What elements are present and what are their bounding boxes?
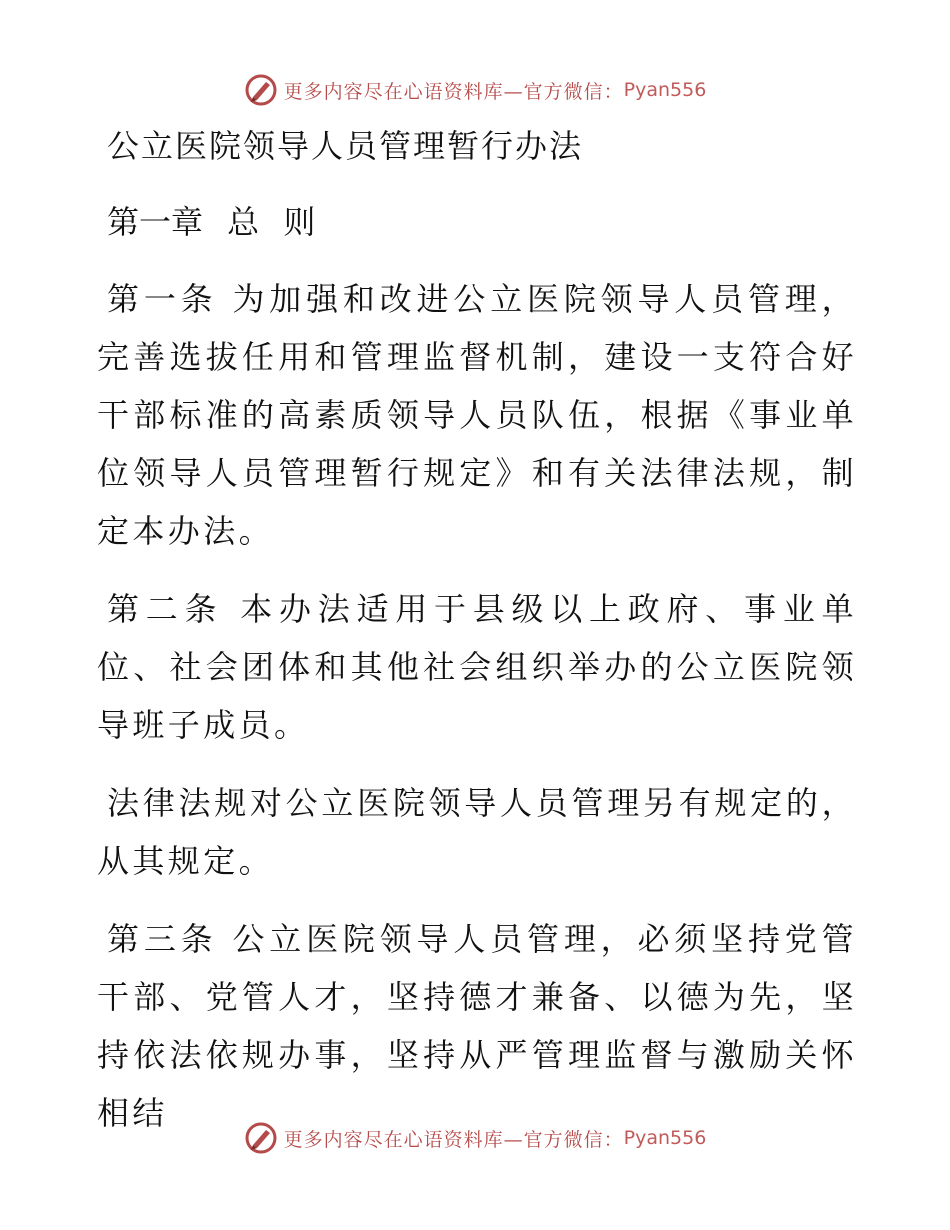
watermark-text: 更多内容尽在心语资料库—官方微信：: [283, 80, 624, 103]
watermark-wechat-id: Pyan556: [623, 79, 707, 101]
article-3: 第三条 公立医院领导人员管理，必须坚持党管干部、党管人才，坚持德才兼备、以德为先，坚持依法依规办事，坚持从严管理监督与激励关怀相结: [97, 920, 857, 1132]
watermark-wechat-id: Pyan556: [623, 1127, 707, 1149]
article-1: 第一条 为加强和改进公立医院领导人员管理，完善选拔任用和管理监督机制，建设一支符合好干部标准的高素质领导人员队伍，根据《事业单位领导人员管理暂行规定》和有关法律法规，制定本办法。: [97, 280, 857, 550]
watermark-footer: [0, 1118, 950, 1158]
document-body: [97, 118, 857, 1162]
article-2: 第二条 本办法适用于县级以上政府、事业单位、社会团体和其他社会组织举办的公立医院领导班子成员。: [97, 590, 857, 744]
article-2-note: 法律法规对公立医院领导人员管理另有规定的，从其规定。: [97, 784, 857, 880]
document-title: 公立医院领导人员管理暂行办法: [107, 127, 584, 165]
pen-circle-icon: [244, 73, 278, 107]
pen-circle-icon: [244, 1121, 278, 1155]
watermark-header: [0, 70, 950, 110]
watermark-text: 更多内容尽在心语资料库—官方微信：: [283, 1128, 624, 1151]
chapter-heading: 第一章 总 则: [107, 203, 316, 241]
